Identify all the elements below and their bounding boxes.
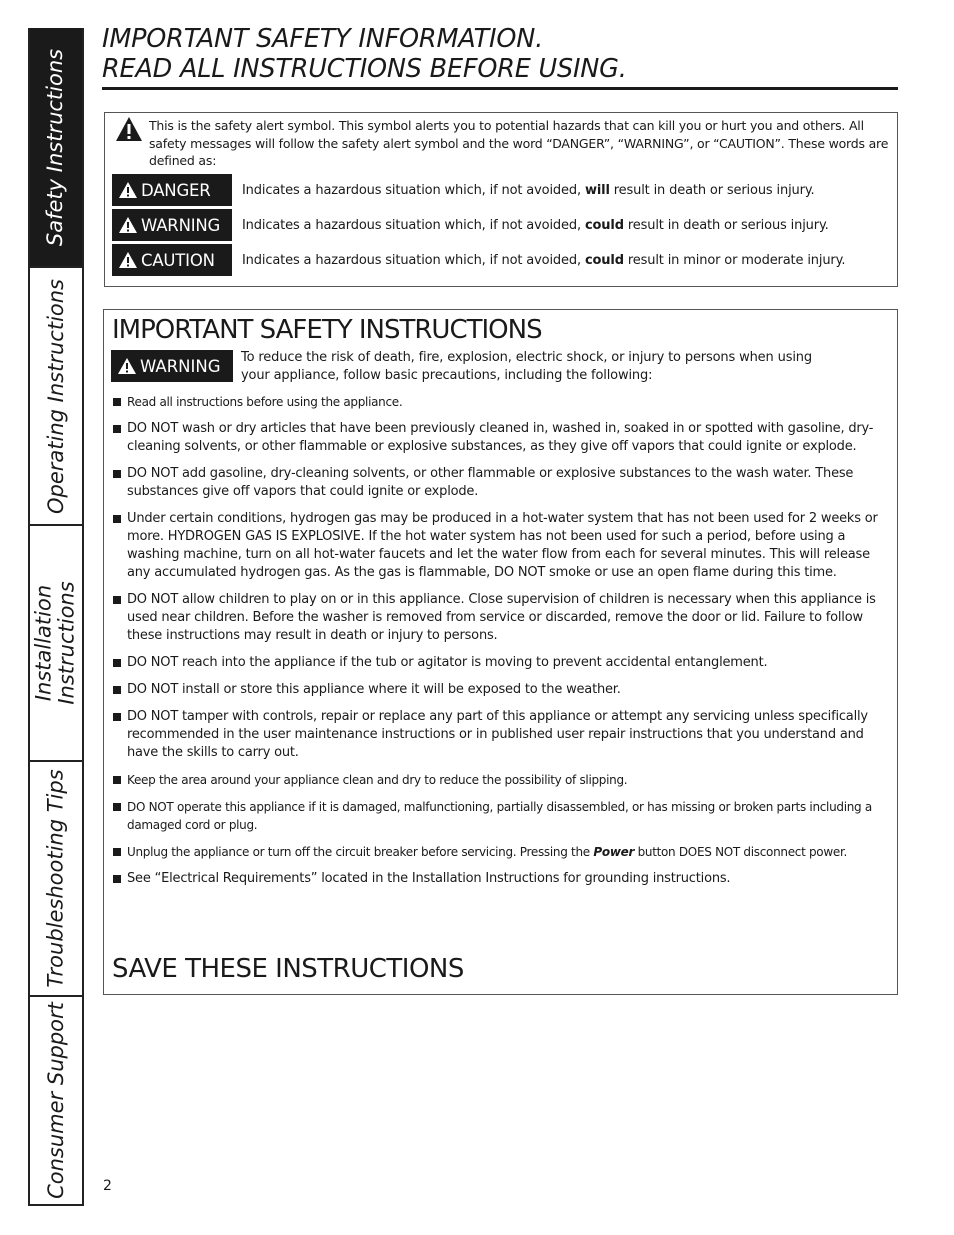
signal-description	[242, 182, 815, 199]
bullet-square-icon	[113, 875, 121, 883]
save-instructions-heading: SAVE THESE INSTRUCTIONS	[112, 954, 464, 984]
warning-badge	[112, 209, 232, 241]
warning-triangle-icon	[118, 251, 138, 269]
desc-text: Indicates a hazardous situation which, if not avoided,	[242, 183, 585, 198]
tab-installation-instructions[interactable]	[30, 526, 82, 762]
item-text: Under certain conditions, hydrogen gas may be produced in a hot-water system that has not been used for 2 weeks or more. HYDROGEN GAS IS EXPLOSIVE. If the hot water system has not been used for such a period, before using a washing machine, turn on all hot-water faucets and let the water flow from each for several minutes. This will release any accumulated hydrogen gas. As the gas is flammable, DO NOT smoke or use an open flame during this time.	[127, 511, 878, 580]
section-title: IMPORTANT SAFETY INSTRUCTIONS	[112, 315, 542, 345]
item-text: Unplug the appliance or turn off the circuit breaker before servicing. Pressing the	[127, 845, 594, 859]
list-item	[112, 843, 892, 861]
item-text: DO NOT allow children to play on or in this appliance. Close supervision of children is necessary when this appliance is used near children. Before the washer is removed from service or discarded, remove the door or lid. Failure to follow these instructions may result in death or injury to persons.	[127, 592, 876, 643]
desc-text: Indicates a hazardous situation which, if not avoided,	[242, 218, 585, 233]
bullet-square-icon	[113, 848, 121, 856]
signal-description	[242, 217, 829, 234]
tab-label: Safety Instructions	[43, 48, 68, 246]
badge-word: CAUTION	[141, 250, 215, 270]
desc-text: Indicates a hazardous situation which, if not avoided,	[242, 253, 585, 268]
safety-alert-icon	[115, 115, 143, 143]
desc-bold: could	[584, 218, 624, 233]
signal-row-danger	[112, 174, 892, 206]
instruction-list	[112, 393, 892, 888]
bullet-square-icon	[113, 596, 121, 604]
warning-triangle-icon	[117, 357, 137, 375]
item-text: Read all instructions before using the appliance.	[127, 395, 403, 409]
list-item	[112, 420, 892, 456]
desc-bold: could	[584, 253, 624, 268]
item-text: button DOES NOT disconnect power.	[634, 845, 847, 859]
tab-label-line1: Installation	[32, 584, 56, 702]
desc-text: result in death or serious injury.	[623, 218, 829, 233]
list-item	[112, 510, 892, 582]
item-text: DO NOT operate this appliance if it is damaged, malfunctioning, partially disassembled, or has missing or broken parts including a damaged cord or plug.	[127, 800, 872, 832]
desc-bold: will	[584, 183, 610, 198]
section-tabs	[28, 28, 84, 1206]
item-text: DO NOT add gasoline, dry-cleaning solvents, or other flammable or explosive substances to the wash water. These substances give off vapors that could ignite or explode.	[127, 466, 854, 499]
list-item	[112, 870, 892, 888]
item-text: See “Electrical Requirements” located in the Installation Instructions for grounding instructions.	[127, 871, 731, 886]
bullet-square-icon	[113, 515, 121, 523]
tab-label: Operating Instructions	[43, 278, 68, 514]
badge-word: WARNING	[140, 356, 221, 376]
item-text: DO NOT reach into the appliance if the tub or agitator is moving to prevent accidental entanglement.	[127, 655, 768, 670]
bullet-square-icon	[113, 398, 121, 406]
tab-operating-instructions[interactable]	[30, 268, 82, 526]
bullet-square-icon	[113, 713, 121, 721]
list-item	[112, 393, 892, 411]
desc-text: result in minor or moderate injury.	[623, 253, 846, 268]
list-item	[112, 591, 892, 645]
tab-consumer-support[interactable]	[30, 997, 82, 1204]
warning-triangle-icon	[118, 216, 138, 234]
list-item	[112, 465, 892, 501]
bullet-square-icon	[113, 776, 121, 784]
safety-instructions-box	[103, 309, 898, 995]
bullet-square-icon	[113, 470, 121, 478]
item-text: DO NOT wash or dry articles that have been previously cleaned in, washed in, soaked in or spotted with gasoline, dry-cleaning solvents, or other flammable or explosive substances, as they give off vapors that could ignite or explode.	[127, 421, 874, 454]
caution-badge	[112, 244, 232, 276]
item-text: DO NOT install or store this appliance where it will be exposed to the weather.	[127, 682, 621, 697]
tab-label: Consumer Support	[43, 1002, 68, 1199]
bullet-square-icon	[113, 425, 121, 433]
list-item	[112, 798, 892, 834]
header-line1: IMPORTANT SAFETY INFORMATION.	[102, 24, 543, 54]
item-text: DO NOT tamper with controls, repair or replace any part of this appliance or attempt any servicing unless specifically recommended in the user maintenance instructions or in published user repair instructions that you understand and have the skills to carry out.	[127, 709, 868, 760]
warning-badge	[111, 350, 233, 382]
bullet-square-icon	[113, 686, 121, 694]
item-text: Keep the area around your appliance clean and dry to reduce the possibility of slipping.	[127, 773, 628, 787]
desc-text: result in death or serious injury.	[609, 183, 815, 198]
danger-badge	[112, 174, 232, 206]
bullet-square-icon	[113, 803, 121, 811]
warning-triangle-icon	[118, 181, 138, 199]
safety-alert-box	[104, 112, 898, 287]
signal-description	[242, 252, 845, 269]
tab-label: Troubleshooting Tips	[43, 769, 68, 988]
page-header	[102, 24, 898, 90]
bullet-square-icon	[113, 659, 121, 667]
signal-row-warning	[112, 209, 892, 241]
list-item	[112, 708, 892, 762]
tab-troubleshooting-tips[interactable]	[30, 762, 82, 997]
badge-word: WARNING	[141, 215, 221, 235]
tab-label	[33, 581, 79, 704]
page-number: 2	[103, 1178, 112, 1194]
alert-intro-text: This is the safety alert symbol. This symbol alerts you to potential hazards that can kill you or hurt you and others. All safety messages will follow the safety alert symbol and the word “DANGER”, “WARNING”, or “CAUTION”. These words are defined as:	[149, 118, 889, 168]
list-item	[112, 681, 892, 699]
warning-text: To reduce the risk of death, fire, explosion, electric shock, or injury to persons when using your appliance, follow basic precautions, including the following:	[241, 350, 812, 383]
list-item	[112, 771, 892, 789]
signal-row-caution	[112, 244, 892, 276]
list-item	[112, 654, 892, 672]
tab-safety-instructions[interactable]	[30, 28, 82, 268]
badge-word: DANGER	[141, 180, 211, 200]
header-line2: READ ALL INSTRUCTIONS BEFORE USING.	[102, 54, 627, 84]
power-button-label: Power	[593, 845, 635, 859]
tab-label-line2: Instructions	[55, 581, 79, 705]
